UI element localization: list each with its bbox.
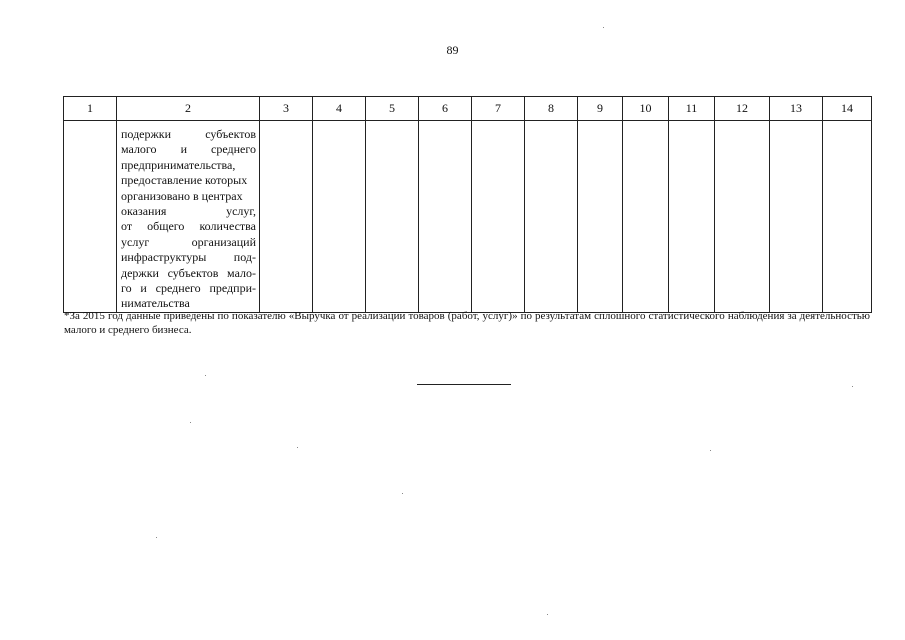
table-cell (64, 121, 117, 313)
table-cell (715, 121, 770, 313)
column-header: 11 (669, 97, 715, 121)
scan-speck (156, 537, 157, 538)
scan-speck (297, 447, 298, 448)
description-line: нимательства (121, 296, 190, 311)
column-header: 5 (366, 97, 419, 121)
table-cell (419, 121, 472, 313)
table-cell (578, 121, 623, 313)
description-line: организовано в центрах (121, 188, 243, 203)
description-line: малого и среднего (121, 142, 256, 157)
scan-speck (710, 450, 711, 451)
column-header: 4 (313, 97, 366, 121)
table-cell (623, 121, 669, 313)
table-cell (313, 121, 366, 313)
column-header: 1 (64, 97, 117, 121)
column-header: 6 (419, 97, 472, 121)
table-cell (770, 121, 823, 313)
scan-speck (603, 27, 604, 28)
scan-speck (547, 614, 548, 615)
column-header: 12 (715, 97, 770, 121)
page-number: 89 (446, 43, 459, 57)
column-header: 13 (770, 97, 823, 121)
table-cell (472, 121, 525, 313)
table-row (64, 121, 872, 313)
description-line: от общего количества (121, 219, 256, 234)
description-line: подержки субъектов (121, 127, 256, 141)
row-description-cell (117, 121, 260, 313)
column-header: 7 (472, 97, 525, 121)
scan-speck (190, 422, 191, 423)
description-line: держки субъектов мало- (121, 265, 256, 280)
table-cell (823, 121, 872, 313)
table-cell (669, 121, 715, 313)
footnote: *За 2015 год данные приведены по показателю «Выручка от реализации товаров (работ, услуг)» по результатам сплошного статистического наблюдения за деятельностью малого и среднего бизнеса. (64, 310, 870, 336)
header-row (64, 97, 872, 121)
data-table (63, 96, 872, 313)
table-cell (366, 121, 419, 313)
scan-speck (205, 375, 206, 376)
description-line: услуг организаций (121, 234, 256, 249)
description-line: предпринимательства, (121, 157, 236, 172)
column-header: 9 (578, 97, 623, 121)
scan-speck (852, 386, 853, 387)
table-cell (260, 121, 313, 313)
description-line: го и среднего предпри- (121, 281, 256, 296)
description-line: предоставление которых (121, 173, 248, 188)
column-header: 14 (823, 97, 872, 121)
scan-speck (402, 493, 403, 494)
column-header: 8 (525, 97, 578, 121)
section-divider (417, 384, 511, 385)
table-cell (525, 121, 578, 313)
description-line: оказания услуг, (121, 204, 256, 219)
column-header: 2 (117, 97, 260, 121)
column-header: 10 (623, 97, 669, 121)
description-line: инфраструктуры под- (121, 250, 256, 265)
column-header: 3 (260, 97, 313, 121)
